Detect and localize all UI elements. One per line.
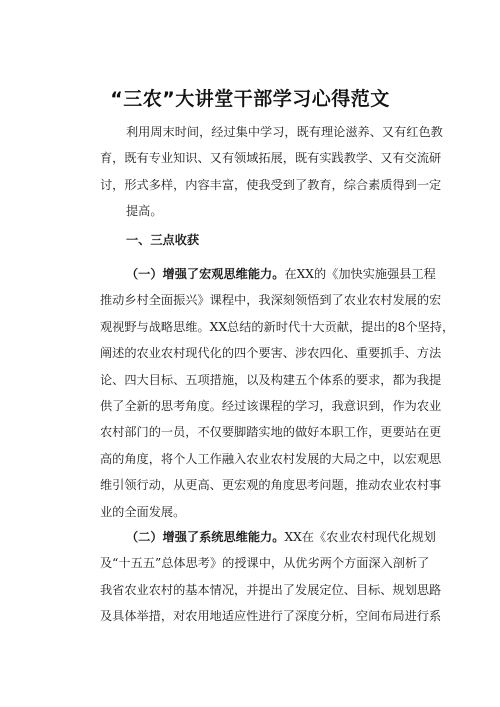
point1-heading: （一）增强了宏观思维能力。 [126, 267, 285, 281]
intro-line: 提高。 [126, 204, 163, 219]
section-heading-wrap [100, 227, 430, 253]
point1-line: 供了全新的思考角度。经过该课程的学习，我意识到，作为农业 [100, 398, 442, 413]
section-heading: 一、三点收获 [126, 233, 200, 247]
point1-line: 农村部门的一员，不仅要脚踏实地的做好本职工作，更要站在更 [100, 425, 442, 440]
point1-line: 观视野与战略思维。XX总结的新时代十大贡献，提出的8个坚持， [100, 319, 455, 334]
intro-line: 讨，形式多样，内容丰富，使我受到了教育，综合素质得到一定 [100, 177, 442, 192]
point1-line: 阐述的农业农村现代化的四个要害、涉农四化、重要抓手、方法 [100, 346, 442, 361]
point1-line: 维引领行动，从更高、更宏观的角度思考问题，推动农业农村事 [100, 478, 442, 493]
point2-line: 及具体举措，对农用地适应性进行了深度分析，空间布局进行系 [100, 609, 442, 624]
point1-line: 高的角度，将个人工作融入农业农村发展的大局之中，以宏观思 [100, 451, 442, 466]
point1-paragraph [100, 261, 455, 525]
point2-paragraph [100, 524, 442, 630]
point1-first-line-rest: 在XX的《加快实施强县工程 [284, 267, 436, 281]
document-title: “三农”大讲堂干部学习心得范文 [110, 88, 390, 110]
point1-line: 推动乡村全面振兴》课程中，我深刻领悟到了农业农村发展的宏 [100, 293, 442, 308]
intro-paragraph [100, 119, 443, 225]
point2-heading: （二）增强了系统思维能力。 [126, 530, 285, 544]
point1-line: 论、四大目标、五项措施，以及构建五个体系的要求，都为我提 [100, 372, 442, 387]
point2-line: 及“十五五”总体思考》的授课中，从优劣两个方面深入剖析了 [100, 556, 430, 571]
point2-first-line [100, 524, 436, 550]
intro-line: 育，既有专业知识、又有领域拓展，既有实践教学、又有交流研 [100, 151, 442, 166]
intro-line: 利用周末时间，经过集中学习，既有理论滋养、又有红色教 [126, 125, 443, 139]
point2-line: 我省农业农村的基本情况，并提出了发展定位、目标、规划思路 [100, 582, 442, 597]
point2-first-line-rest: XX在《农业农村现代化规划 [284, 530, 436, 544]
point1-first-line [100, 261, 436, 287]
point1-line: 业的全面发展。 [100, 504, 186, 519]
